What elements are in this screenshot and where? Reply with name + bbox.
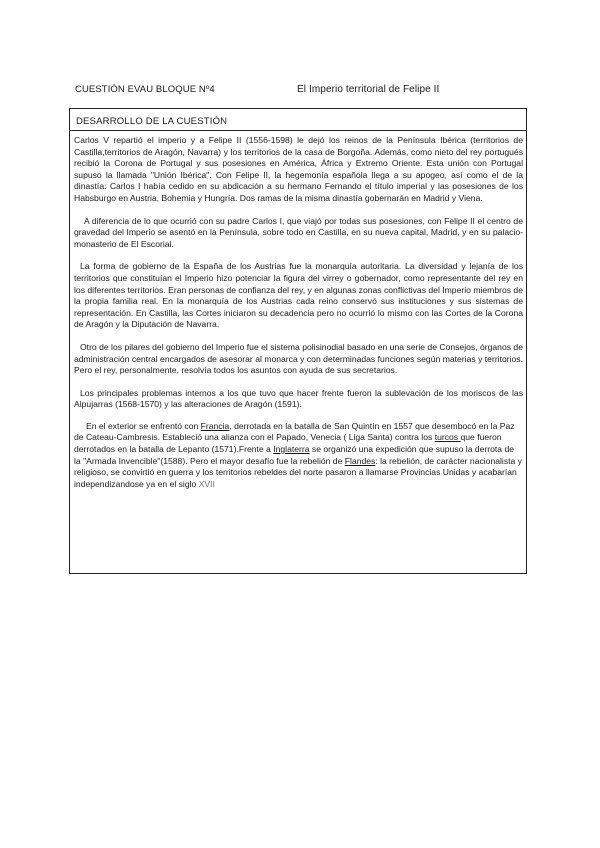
section-title: DESARROLLO DE LA CUESTIÓN: [70, 109, 526, 131]
p6-text-c: que fueron derrotados en la batalla de Lepanto (1571).Frente a: [74, 432, 502, 455]
paragraph-1: Carlos V repartió el imperio y a Felipe II (1556-1598) le dejó los reinos de la Península Ibérica (territorios de Castilla,territorios de Aragón, Navarra) y los territorios de la casa de Borgoña. Además, como nieto del rey portugués recibió la Corona de Portugal y sus posesiones en América, África y Extremo Oriente. Esta unión con Portugal supuso la llamada "Unión Ibérica". Con Felipe II, la hegemonía española llega a su apogeo, así como el de la dinastía: Carlos I había cedido en su abdicación a su hermano Fernando el título imperial y las posesiones de los Habsburgo en Austria, Bohemia y Hungría. Dos ramas de la misma dinastía gobernarán en Madrid y Viena.: [74, 135, 523, 203]
paragraph-4: Otro de los pilares del gobierno del Imperio fue el sistema polisinodial basado en una serie de Consejos, órganos de administración central encargados de asesorar al monarca y con determinadas funciones según materias y territorios. Pero el rey, personalmente, resolvía todos los asuntos con ayuda de sus secretarios.: [74, 341, 523, 376]
page-header: [75, 84, 535, 98]
paragraph-2: A diferencia de lo que ocurrió con su padre Carlos I, que viajó por todas sus posesiones, con Felipe II el centro de gravedad del Imperio se asentó en la Península, sobre todo en Castilla, en su nueva capital, Madrid, y en su palacio-monasterio de El Escorial.: [74, 215, 523, 249]
p6-text-e: : la rebelión, de carácter nacionalista y religioso, se convirtió en guerra y los territorios rebeldes del norte pasaron a llamarse Provincias Unidas y acabarían independizandose ya en el siglo: [74, 455, 522, 489]
century-xvii: XVII: [198, 478, 215, 489]
development-box: [69, 108, 527, 574]
link-inglaterra[interactable]: Inglaterra: [273, 444, 310, 455]
header-left-label: CUESTIÓN EVAU BLOQUE Nº4: [75, 84, 215, 95]
p6-text-a: En el exterior se enfrentó con: [86, 420, 201, 431]
link-francia[interactable]: Francia: [200, 420, 230, 431]
paragraph-3: La forma de gobierno de la España de los Austrias fue la monarquía autoritaria. La diversidad y lejanía de los territorios que constituían el Imperio hizo potenciar la figura del virrey o gobernador, como representante del rey en los diferentes territorios. Eran personas de confianza del rey, y en algunas zonas conflictivas del Imperio miembros de la propia familia real. En la monarquía de los Austrias cada reino conservó sus instituciones y sus sistemas de representación. En Castilla, las Cortes iniciaron su decadencia pero no ocurrió lo mismo con las Cortes de la Corona de Aragón y la Diputación de Navarra.: [74, 261, 523, 330]
link-flandes[interactable]: Flandes: [344, 455, 376, 466]
link-turcos[interactable]: turcos: [434, 432, 461, 443]
section-body: [70, 131, 526, 573]
paragraph-6: [74, 421, 523, 491]
p6-text-b: , derrotada en la batalla de San Quintín en 1557 que desembocó en la Paz de Cateau-Cambresis. Estableció una alianza con el Papado, Venecia ( Liga Santa) contra los: [74, 420, 515, 443]
p6-text-d: se organizó una expedición que supuso la derrota de la "Armada Invencible"(1588). Pero el mayor desafío fue la rebelión de: [74, 444, 515, 466]
paragraph-5: Los principales problemas internos a los que tuvo que hacer frente fueron la sublevación de los moriscos de las Alpujarras (1568-1570) y las alteraciones de Aragón (1591).: [74, 387, 523, 410]
header-topic-title: El Imperio territorial de Felipe II: [297, 84, 440, 95]
